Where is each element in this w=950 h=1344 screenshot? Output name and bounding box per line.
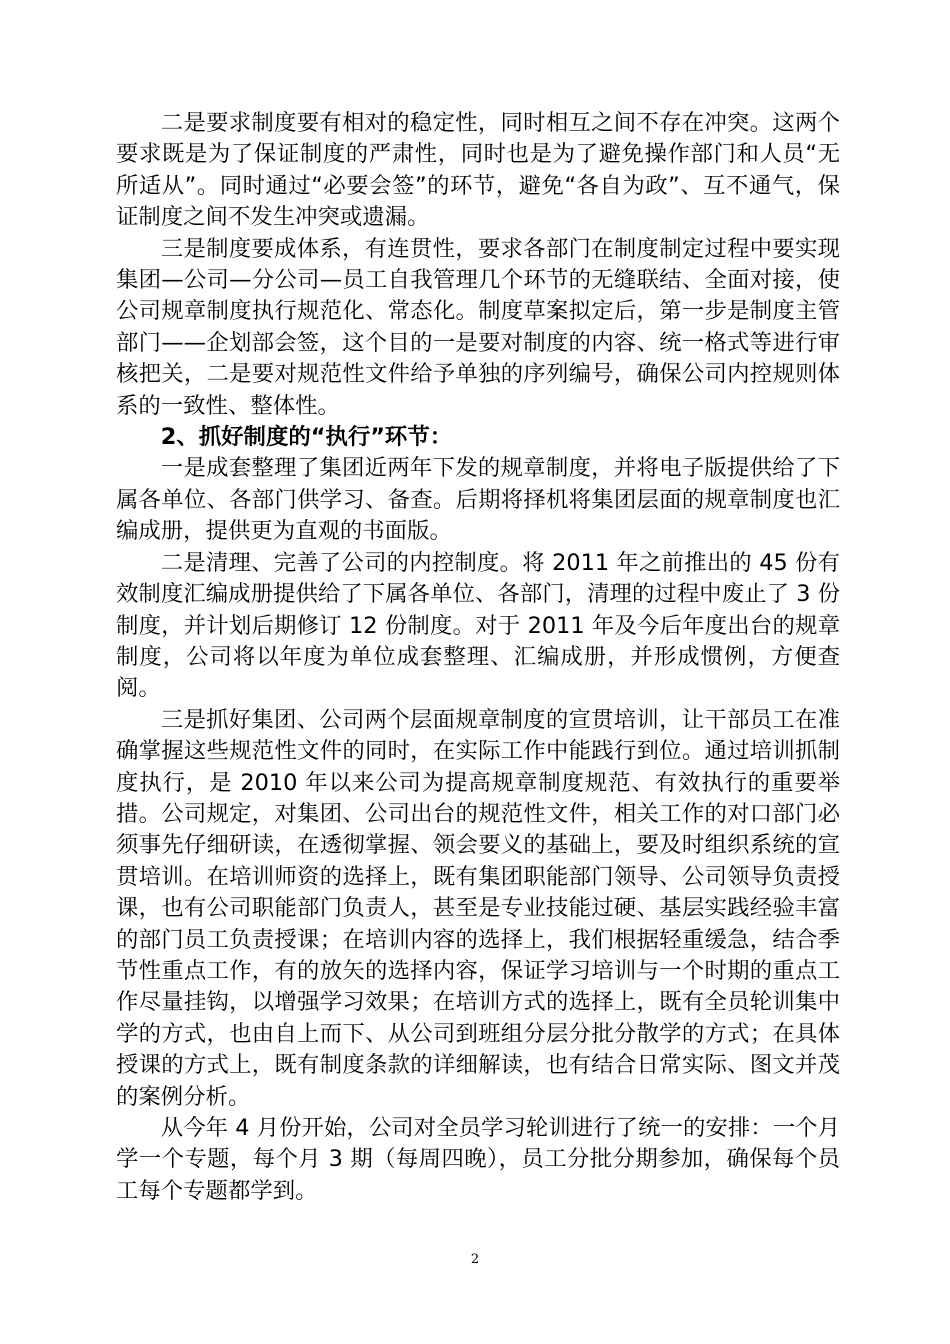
paragraph-stability: 二是要求制度要有相对的稳定性，同时相互之间不存在冲突。这两个要求既是为了保证制度的严肃性，同时也是为了避免操作部门和人员“无所适从”。同时通过“必要会签”的环节，避免“各自为政”、互不通气，保证制度之间不发生冲突或遗漏。 [116,110,840,231]
paragraph-compile-group-rules: 一是成套整理了集团近两年下发的规章制度，并将电子版提供给了下属各单位、各部门供学习、备查。后期将择机将集团层面的规章制度也汇编成册，提供更为直观的书面版。 [116,455,840,545]
page-number: 2 [470,1252,480,1267]
paragraph-training: 三是抓好集团、公司两个层面规章制度的宣贯培训，让干部员工在准确掌握这些规范性文件的同时，在实际工作中能践行到位。通过培训抓制度执行，是 2010 年以来公司为提高规章制度规范、有效执行的重要举措。公司规定，对集团、公司出台的规范性文件，相关工作的对口部门必须事先仔细研读，在透彻掌握、领会要义的基础上，要及时组织系统的宣贯培训。在培训师资的选择上，既有集团职能部门领导、公司领导负责授课，也有公司职能部门负责人，甚至是专业技能过硬、基层实践经验丰富的部门员工负责授课；在培训内容的选择上，我们根据轻重缓急，结合季节性重点工作，有的放矢的选择内容，保证学习培训与一个时期的重点工作尽量挂钩，以增强学习效果；在培训方式的选择上，既有全员轮训集中学的方式，也由自上而下、从公司到班组分层分批分散学的方式；在具体授课的方式上，既有制度条款的详细解读，也有结合日常实际、图文并茂的案例分析。 [116,706,840,1110]
paragraph-system: 三是制度要成体系，有连贯性，要求各部门在制度制定过程中要实现集团—公司—分公司—员工自我管理几个环节的无缝联结、全面对接，使公司规章制度执行规范化、常态化。制度草案拟定后，第一步是制度主管部门——企划部会签，这个目的一是要对制度的内容、统一格式等进行审核把关，二是要对规范性文件给予单独的序列编号，确保公司内控规则体系的一致性、整体性。 [116,235,840,419]
paragraph-internal-control: 二是清理、完善了公司的内控制度。将 2011 年之前推出的 45 份有效制度汇编成册提供给了下属各单位、各部门，清理的过程中废止了 3 份制度，并计划后期修订 12 份制度。对于 2011 年及今后年度出台的规章制度，公司将以年度为单位成套整理、汇编成册，并形成惯例，方便查阅。 [116,549,840,702]
paragraph-rotation-schedule: 从今年 4 月份开始，公司对全员学习轮训进行了统一的安排：一个月学一个专题，每个月 3 期（每周四晚），员工分批分期参加，确保每个员工每个专题都学到。 [116,1115,840,1204]
section-heading-execution: 2、抓好制度的“执行”环节： [160,424,453,451]
document-body [116,108,840,1207]
